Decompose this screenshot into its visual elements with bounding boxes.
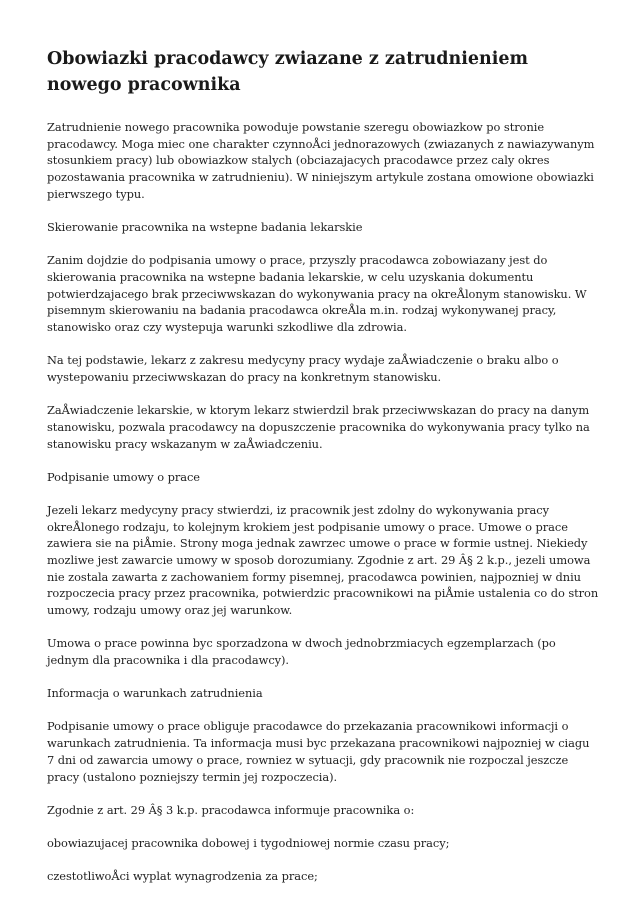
paragraph-contract-copies: Umowa o prace powinna byc sporzadzona w dwoch jednobrzmiacych egzemplarzach (po jednym dla pracownika i dla pracodawcy). — [47, 636, 556, 668]
section-heading-contract-signing: Podpisanie umowy o prace — [47, 469, 200, 484]
section-heading-employment-info: Informacja o warunkach zatrudnienia — [47, 686, 263, 701]
section-heading-medical-exam: Skierowanie pracownika na wstepne badania lekarskie — [47, 220, 363, 235]
paragraph-medical-referral: Zanim dojdzie do podpisania umowy o prace, przyszly pracodawca zobowiazany jest do skierowania pracownika na wstepne badania lekarskie, w celu uzyskania dokumentu potwierdzajacego brak przeciwwskazan do wykonywania pracy na okreÅlonym stanowisku. W pisemnym skierowaniu na badania pracodawca okreÅla m.in. rodzaj wykonywanej pracy, stanowisko oraz czy wystepuja warunki szkodliwe dla zdrowia. — [47, 253, 587, 335]
paragraph-certificate-scope: ZaÅwiadczenie lekarskie, w ktorym lekarz stwierdzil brak przeciwwskazan do pracy na danym stanowisku, pozwala pracodawcy na dopuszczenie pracownika do wykonywania pracy tylko na stanowisku pracy wskazanym w zaÅwiadczeniu. — [47, 403, 590, 451]
paragraph-contract-form: Jezeli lekarz medycyny pracy stwierdzi, iz pracownik jest zdolny do wykonywania pracy okreÅlonego rodzaju, to kolejnym krokiem jest podpisanie umowy o prace. Umowe o prace zawiera sie na piÅmie. Strony moga jednak zawrzec umowe o prace w formie ustnej. Niekiedy mozliwe jest zawarcie umowy w sposob dorozumiany. Zgodnie z art. 29 Â§ 2 k.p., jezeli umowa nie zostala zawarta z zachowaniem formy pisemnej, pracodawca powinien, najpozniej w dniu rozpoczecia pracy przez pracownika, potwierdzic pracownikowi na piÅmie ustalenia co do stron umowy, rodzaju umowy oraz jej warunkow. — [47, 502, 599, 618]
document-title: Obowiazki pracodawcy zwiazane z zatrudnieniem nowego pracownika — [47, 49, 529, 95]
paragraph-art-29-intro: Zgodnie z art. 29 Â§ 3 k.p. pracodawca informuje pracownika o: — [47, 802, 415, 817]
paragraph-employment-info: Podpisanie umowy o prace obliguje pracodawce do przekazania pracownikowi informacji o warunkach zatrudnienia. Ta informacja musi byc przekazana pracownikowi najpozniej w ciagu 7 dni od zawarcia umowy o prace, rowniez w sytuacji, gdy pracownik nie rozpoczal jeszcze pracy (ustalono pozniejszy termin jej rozpoczecia). — [47, 719, 590, 784]
paragraph-medical-certificate: Na tej podstawie, lekarz z zakresu medycyny pracy wydaje zaÅwiadczenie o braku albo o wystepowaniu przeciwwskazan do pracy na konkretnym stanowisku. — [47, 353, 559, 384]
paragraph-intro: Zatrudnienie nowego pracownika powoduje powstanie szeregu obowiazkow po stronie pracodawcy. Moga miec one charakter czynnoÅci jednorazowych (zwiazanych z nawiazywanym stosunkiem pracy) lub obowiazkow stalych (obciazajacych pracodawce przez caly okres pozostawania pracownika w zatrudnieniu). W niniejszym artykule zostana omowione obowiazki pierwszego typu. — [47, 120, 595, 201]
list-item-working-time-norm: obowiazujacej pracownika dobowej i tygodniowej normie czasu pracy; — [47, 836, 450, 850]
list-item-payment-frequency: czestotliwoÅci wyplat wynagrodzenia za prace; — [47, 869, 318, 884]
document-page — [47, 46, 599, 901]
